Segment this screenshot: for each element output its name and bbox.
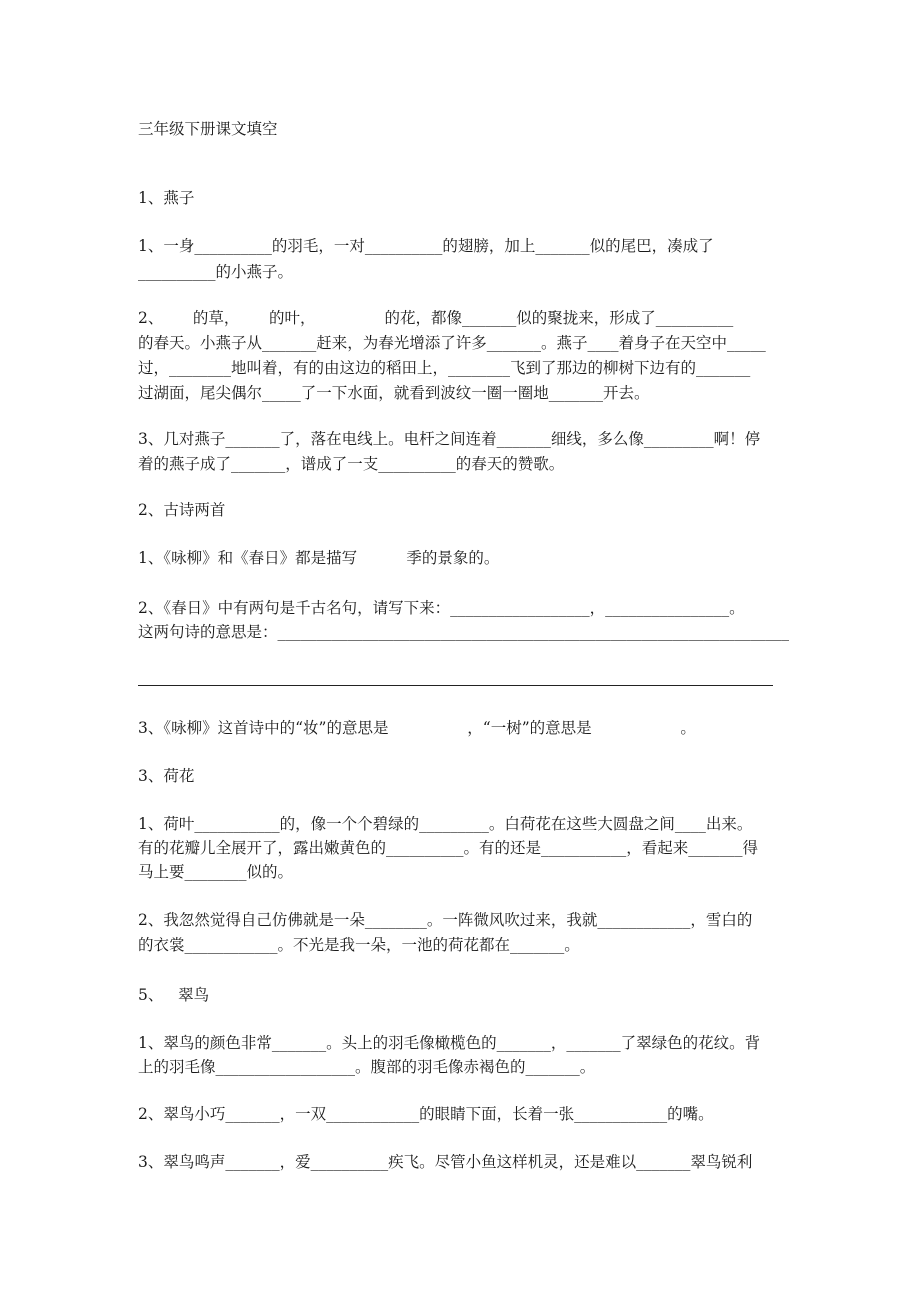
- answer-line: [138, 685, 773, 686]
- section-heading: 2、古诗两首: [138, 501, 226, 519]
- text-line: 过，________地叫着，有的由这边的稻田上，________飞到了那边的柳树下边有的_______: [138, 359, 751, 377]
- text-line: 着的燕子成了_______，谱成了一支__________的春天的赞歌。: [138, 455, 565, 473]
- text-line: 的衣裳____________。不光是我一朵，一池的荷花都在_______。: [138, 936, 580, 954]
- text-line: 的春天。小燕子从_______赶来，为春光增添了许多_______。燕子____着身子在天空中_____: [138, 334, 766, 352]
- text-line: 1、翠鸟的颜色非常_______。头上的羽毛像橄榄色的_______，_______了翠绿色的花纹。背: [138, 1034, 761, 1052]
- section-heading: 3、荷花: [138, 767, 195, 785]
- text-line: 3、《咏柳》这首诗中的“妆”的意思是 ，“一树”的意思是 。: [138, 719, 696, 737]
- text-line: 有的花瓣儿全展开了，露出嫩黄色的__________。有的还是___________，看起来_______得: [138, 839, 759, 857]
- text-line: 过湖面，尾尖偶尔_____了一下水面，就看到波纹一圈一圈地_______开去。: [138, 384, 650, 402]
- section-heading: 1、燕子: [138, 189, 195, 207]
- text-line: 2、《春日》中有两句是千古名句，请写下来：__________________，________________。: [138, 599, 745, 617]
- text-line: 2、我忽然觉得自己仿佛就是一朵________。一阵微风吹过来，我就____________，雪白的: [138, 911, 753, 929]
- text-line: 2、翠鸟小巧_______，一双____________的眼睛下面，长着一张____________的嘴。: [138, 1105, 714, 1123]
- section-heading: 5、 翠鸟: [138, 986, 210, 1004]
- text-line: 2、 的草， 的叶， 的花，都像_______似的聚拢来，形成了__________: [138, 309, 734, 327]
- text-line: 上的羽毛像__________________。腹部的羽毛像赤褐色的_______。: [138, 1058, 596, 1076]
- text-line: 3、翠鸟鸣声_______，爱__________疾飞。尽管小鱼这样机灵，还是难以_______翠鸟锐利: [138, 1153, 753, 1171]
- text-line: __________的小燕子。: [138, 263, 294, 281]
- text-line: 3、几对燕子_______了，落在电线上。电杆之间连着_______细线，多么像_________啊！停: [138, 430, 761, 448]
- text-line: 1、荷叶___________的，像一个个碧绿的_________。白荷花在这些大圆盘之间____出来。: [138, 815, 753, 833]
- text-line: 马上要________似的。: [138, 863, 294, 881]
- text-line: 1、《咏柳》和《春日》都是描写 季的景象的。: [138, 549, 500, 567]
- document-title: 三年级下册课文填空: [138, 120, 278, 138]
- text-line: 1、一身__________的羽毛，一对__________的翅膀，加上_______似的尾巴，凑成了: [138, 237, 714, 255]
- text-line: 这两句诗的意思是：__________________________________________________________________: [138, 623, 790, 641]
